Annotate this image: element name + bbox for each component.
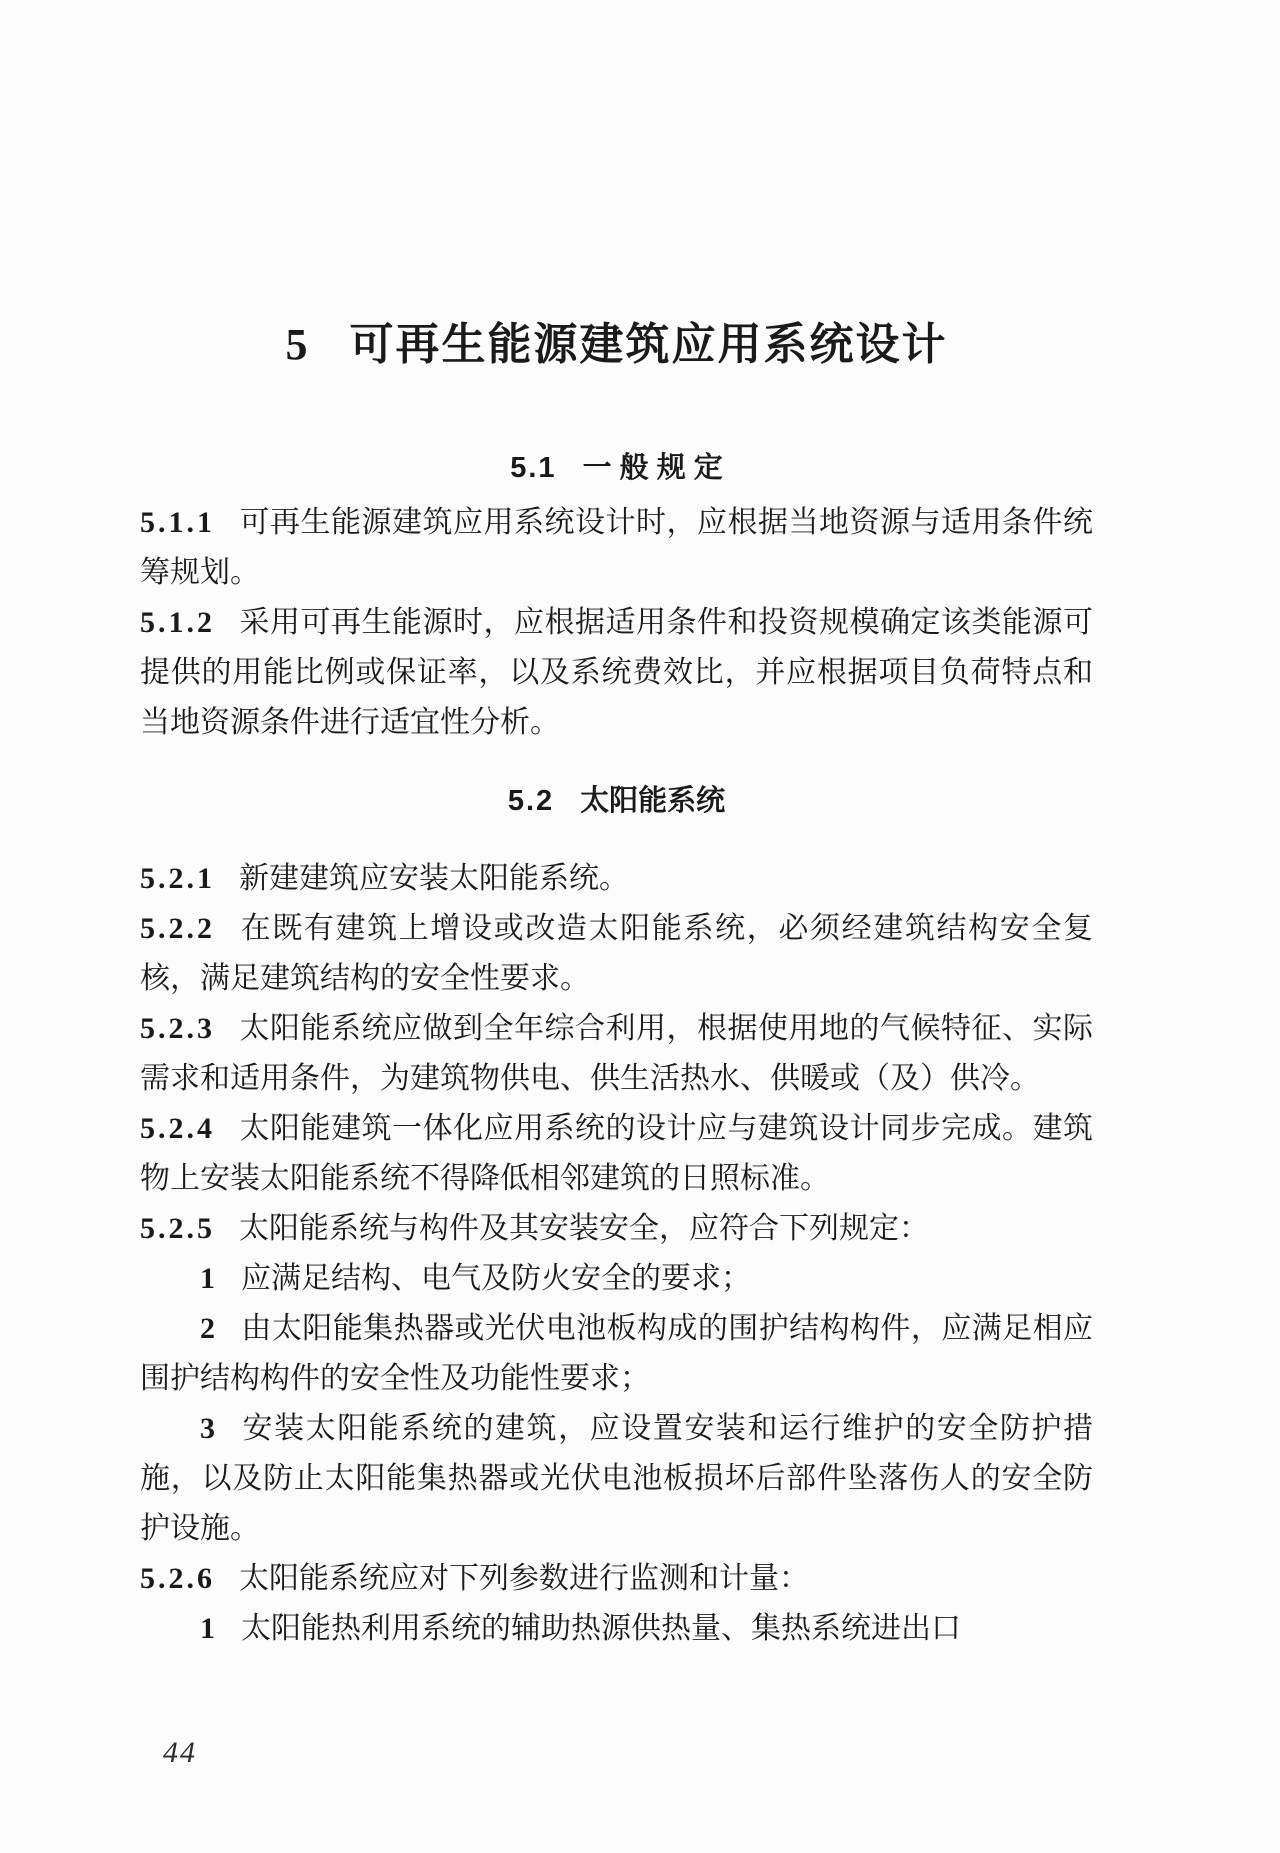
item-number: 3 [200, 1412, 215, 1445]
clause-text: 采用可再生能源时，应根据适用条件和投资规模确定该类能源可提供的用能比例或保证率，以及系统费效比，并应根据项目负荷特点和当地资源条件进行适宜性分析。 [140, 606, 1093, 739]
item-text: 太阳能热利用系统的辅助热源供热量、集热系统进出口 [241, 1612, 961, 1645]
clause-number: 5.2.4 [140, 1112, 215, 1145]
clause-5-1-2 [140, 598, 1093, 748]
clause-number: 5.2.3 [140, 1012, 215, 1045]
clause-5-2-1 [140, 854, 1093, 904]
item-text: 由太阳能集热器或光伏电池板构成的围护结构构件，应满足相应围护结构构件的安全性及功能性要求； [140, 1312, 1093, 1395]
clause-text: 可再生能源建筑应用系统设计时，应根据当地资源与适用条件统筹规划。 [140, 506, 1093, 589]
clause-number: 5.2.1 [140, 862, 215, 895]
item-text: 应满足结构、电气及防火安全的要求； [241, 1262, 751, 1295]
list-item-5-2-5-3 [140, 1404, 1093, 1554]
clause-text: 太阳能系统应对下列参数进行监测和计量： [239, 1562, 809, 1595]
clause-number: 5.2.2 [140, 912, 215, 945]
item-number: 2 [200, 1312, 215, 1345]
section-title-text: 一 般 规 定 [582, 452, 723, 484]
clause-5-2-2 [140, 904, 1093, 1004]
clause-5-2-3 [140, 1004, 1093, 1104]
clause-text: 太阳能系统与构件及其安装安全，应符合下列规定： [239, 1212, 929, 1245]
clause-text: 太阳能系统应做到全年综合利用，根据使用地的气候特征、实际需求和适用条件，为建筑物供电、供生活热水、供暖或（及）供冷。 [140, 1012, 1093, 1095]
page-number: 44 [163, 1736, 197, 1769]
clause-number: 5.2.6 [140, 1562, 215, 1595]
clause-number: 5.1.2 [140, 606, 215, 639]
clause-5-2-4 [140, 1104, 1093, 1204]
clause-number: 5.1.1 [140, 506, 215, 539]
chapter-title [140, 316, 1093, 374]
chapter-title-text: 可再生能源建筑应用系统设计 [349, 320, 948, 369]
clause-text: 太阳能建筑一体化应用系统的设计应与建筑设计同步完成。建筑物上安装太阳能系统不得降低相邻建筑的日照标准。 [140, 1112, 1093, 1195]
clause-5-1-1 [140, 498, 1093, 598]
clause-5-2-6 [140, 1554, 1093, 1604]
clause-text: 在既有建筑上增设或改造太阳能系统，必须经建筑结构安全复核，满足建筑结构的安全性要求。 [140, 912, 1093, 995]
section-heading-5-1 [140, 444, 1093, 492]
item-number: 1 [200, 1262, 215, 1295]
list-item-5-2-5-2 [140, 1304, 1093, 1404]
clause-text: 新建建筑应安装太阳能系统。 [239, 862, 629, 895]
chapter-number: 5 [285, 320, 308, 369]
item-text: 安装太阳能系统的建筑，应设置安装和运行维护的安全防护措施，以及防止太阳能集热器或光伏电池板损坏后部件坠落伤人的安全防护设施。 [140, 1412, 1093, 1545]
list-item-5-2-6-1 [140, 1604, 1093, 1654]
item-number: 1 [200, 1612, 215, 1645]
clause-number: 5.2.5 [140, 1212, 215, 1245]
section-heading-5-2 [140, 777, 1093, 825]
clause-5-2-5 [140, 1204, 1093, 1254]
list-item-5-2-5-1 [140, 1254, 1093, 1304]
page-content [140, 0, 1093, 1654]
section-title-text: 太阳能系统 [580, 785, 726, 817]
section-number: 5.1 [510, 452, 557, 484]
section-number: 5.2 [507, 785, 555, 817]
